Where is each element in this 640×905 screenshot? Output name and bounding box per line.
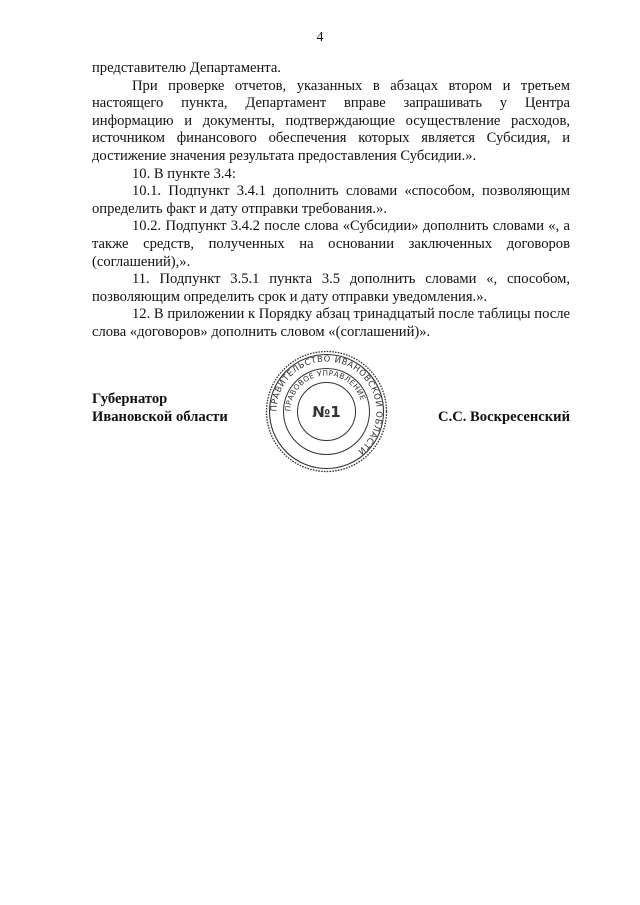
- paragraph-item-10: 10. В пункте 3.4:: [132, 165, 236, 182]
- paragraph-continuation: представителю Департамента.: [92, 60, 281, 76]
- signer-name: С.С. Воскресенский: [438, 408, 570, 425]
- stamp-outer-text: ПРАВИТЕЛЬСТВО ИВАНОВСКОЙ ОБЛАСТИ: [268, 353, 385, 458]
- stamp-inner-text: ПРАВОВОЕ УПРАВЛЕНИЕ: [283, 368, 368, 412]
- signer-title: [92, 391, 228, 426]
- stamp-seal-icon: [264, 349, 389, 474]
- stamp-center-number: №1: [312, 403, 341, 421]
- paragraph-item-12: 12. В приложении к Порядку абзац тринадцатый после таблицы после слова «договоров» дополнить словом «(соглашений)».: [92, 306, 570, 340]
- signer-region: Ивановской области: [92, 408, 228, 425]
- paragraph-report-check: При проверке отчетов, указанных в абзацах втором и третьем настоящего пункта, Департамент вправе запрашивать у Центра информацию и документы, подтверждающие осуществление расходов, источником финансового обеспечения которых является Субсидия, и достижение значения результата предоставления Субсидии.».: [92, 77, 570, 164]
- page-number: 4: [316, 30, 324, 45]
- signer-position: Губернатор: [92, 391, 168, 407]
- official-stamp: [264, 349, 389, 474]
- document-body: [92, 60, 570, 342]
- paragraph-item-10-1: 10.1. Подпункт 3.4.1 дополнить словами «способом, позволяющим определить факт и дату отправки требования.».: [92, 183, 570, 217]
- paragraph-item-10-2: 10.2. Подпункт 3.4.2 после слова «Субсидии» дополнить словами «, а также средств, полученных на основании заключенных договоров (соглашений),».: [92, 218, 570, 270]
- paragraph-item-11: 11. Подпункт 3.5.1 пункта 3.5 дополнить словами «, способом, позволяющим определить срок и дату отправки уведомления.».: [92, 271, 570, 305]
